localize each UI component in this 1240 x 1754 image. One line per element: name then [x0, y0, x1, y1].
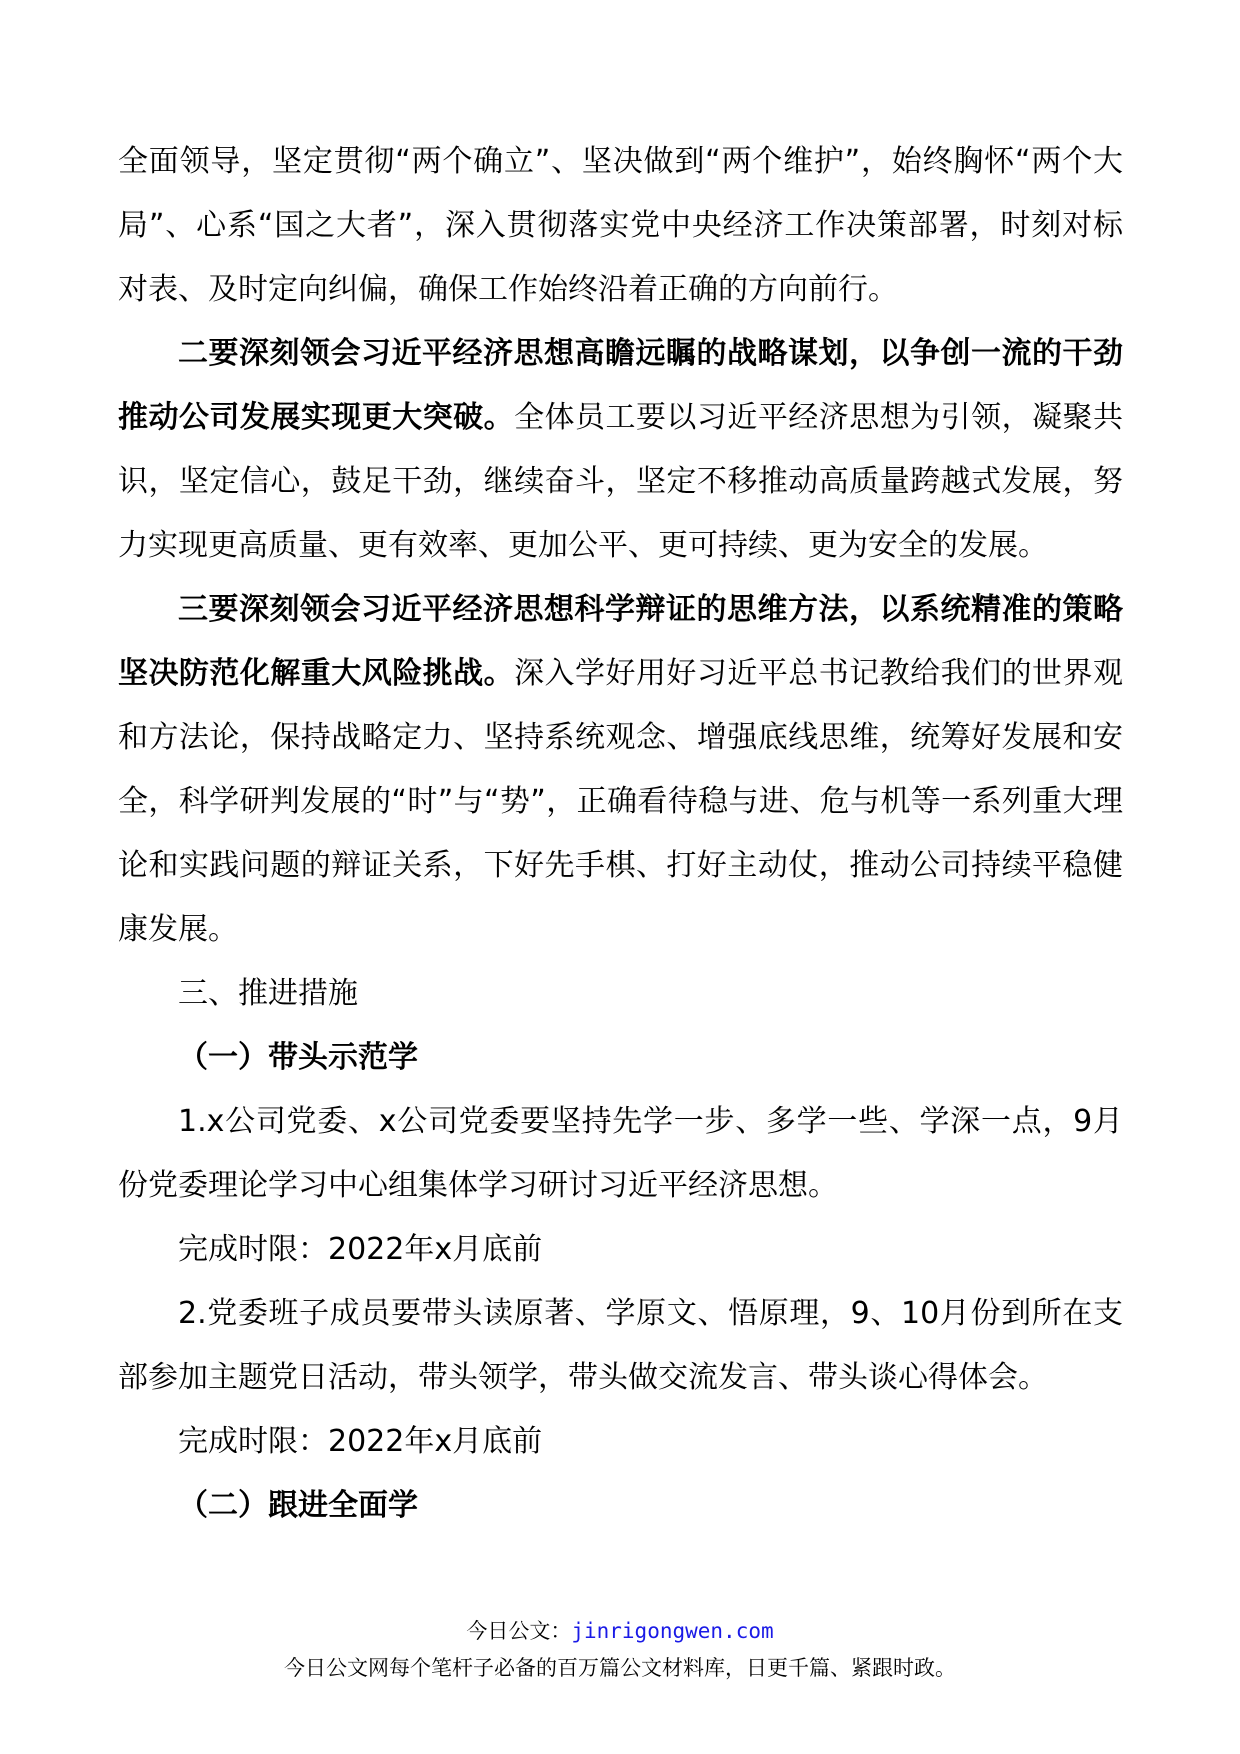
paragraph-continued: 全面领导，坚定贯彻“两个确立”、坚决做到“两个维护”，始终胸怀“两个大局”、心系“国之大者”，深入贯彻落实党中央经济工作决策部署，时刻对标对表、及时定向纠偏，确保工作始终沿着正确的方向前行。 [118, 144, 1123, 307]
deadline-2: 完成时限：2022年x月底前 [178, 1424, 543, 1459]
paragraph-point-two [118, 322, 1123, 578]
subsection-heading-2: （二）跟进全面学 [178, 1488, 418, 1523]
footer-slogan: 今日公文网每个笔杆子必备的百万篇公文材料库，日更千篇、紧跟时政。 [284, 1656, 956, 1680]
section-heading: 三、推进措施 [178, 976, 358, 1011]
document-body [118, 130, 1123, 1538]
footer-site [0, 1615, 1240, 1645]
point-two-lead: 二要深刻领会习近平经济思想高瞻远瞩的战略谋划，以争创一流的干劲推动公司发展实现更大突破。 [118, 336, 1123, 435]
footer-site-label: 今日公文： [466, 1619, 572, 1643]
subsection-heading-1: （一）带头示范学 [178, 1040, 418, 1075]
list-item-1: 1.x公司党委、x公司党委要坚持先学一步、多学一些、学深一点，9月份党委理论学习中心组集体学习研讨习近平经济思想。 [118, 1104, 1123, 1203]
point-three-lead: 三要深刻领会习近平经济思想科学辩证的思维方法，以系统精准的策略坚决防范化解重大风险挑战。 [118, 592, 1123, 691]
deadline-1: 完成时限：2022年x月底前 [178, 1232, 543, 1267]
list-item-2: 2.党委班子成员要带头读原著、学原文、悟原理，9、10月份到所在支部参加主题党日活动，带头领学，带头做交流发言、带头谈心得体会。 [118, 1296, 1123, 1395]
point-three-text: 深入学好用好习近平总书记教给我们的世界观和方法论，保持战略定力、坚持系统观念、增强底线思维，统筹好发展和安全，科学研判发展的“时”与“势”，正确看待稳与进、危与机等一系列重大理论和实践问题的辩证关系，下好先手棋、打好主动仗，推动公司持续平稳健康发展。 [118, 656, 1123, 947]
point-two-text: 全体员工要以习近平经济思想为引领，凝聚共识，坚定信心，鼓足干劲，继续奋斗，坚定不移推动高质量跨越式发展，努力实现更高质量、更有效率、更加公平、更可持续、更为安全的发展。 [118, 400, 1123, 563]
paragraph-point-three [118, 578, 1123, 962]
footer-site-url[interactable]: jinrigongwen.com [571, 1619, 774, 1643]
